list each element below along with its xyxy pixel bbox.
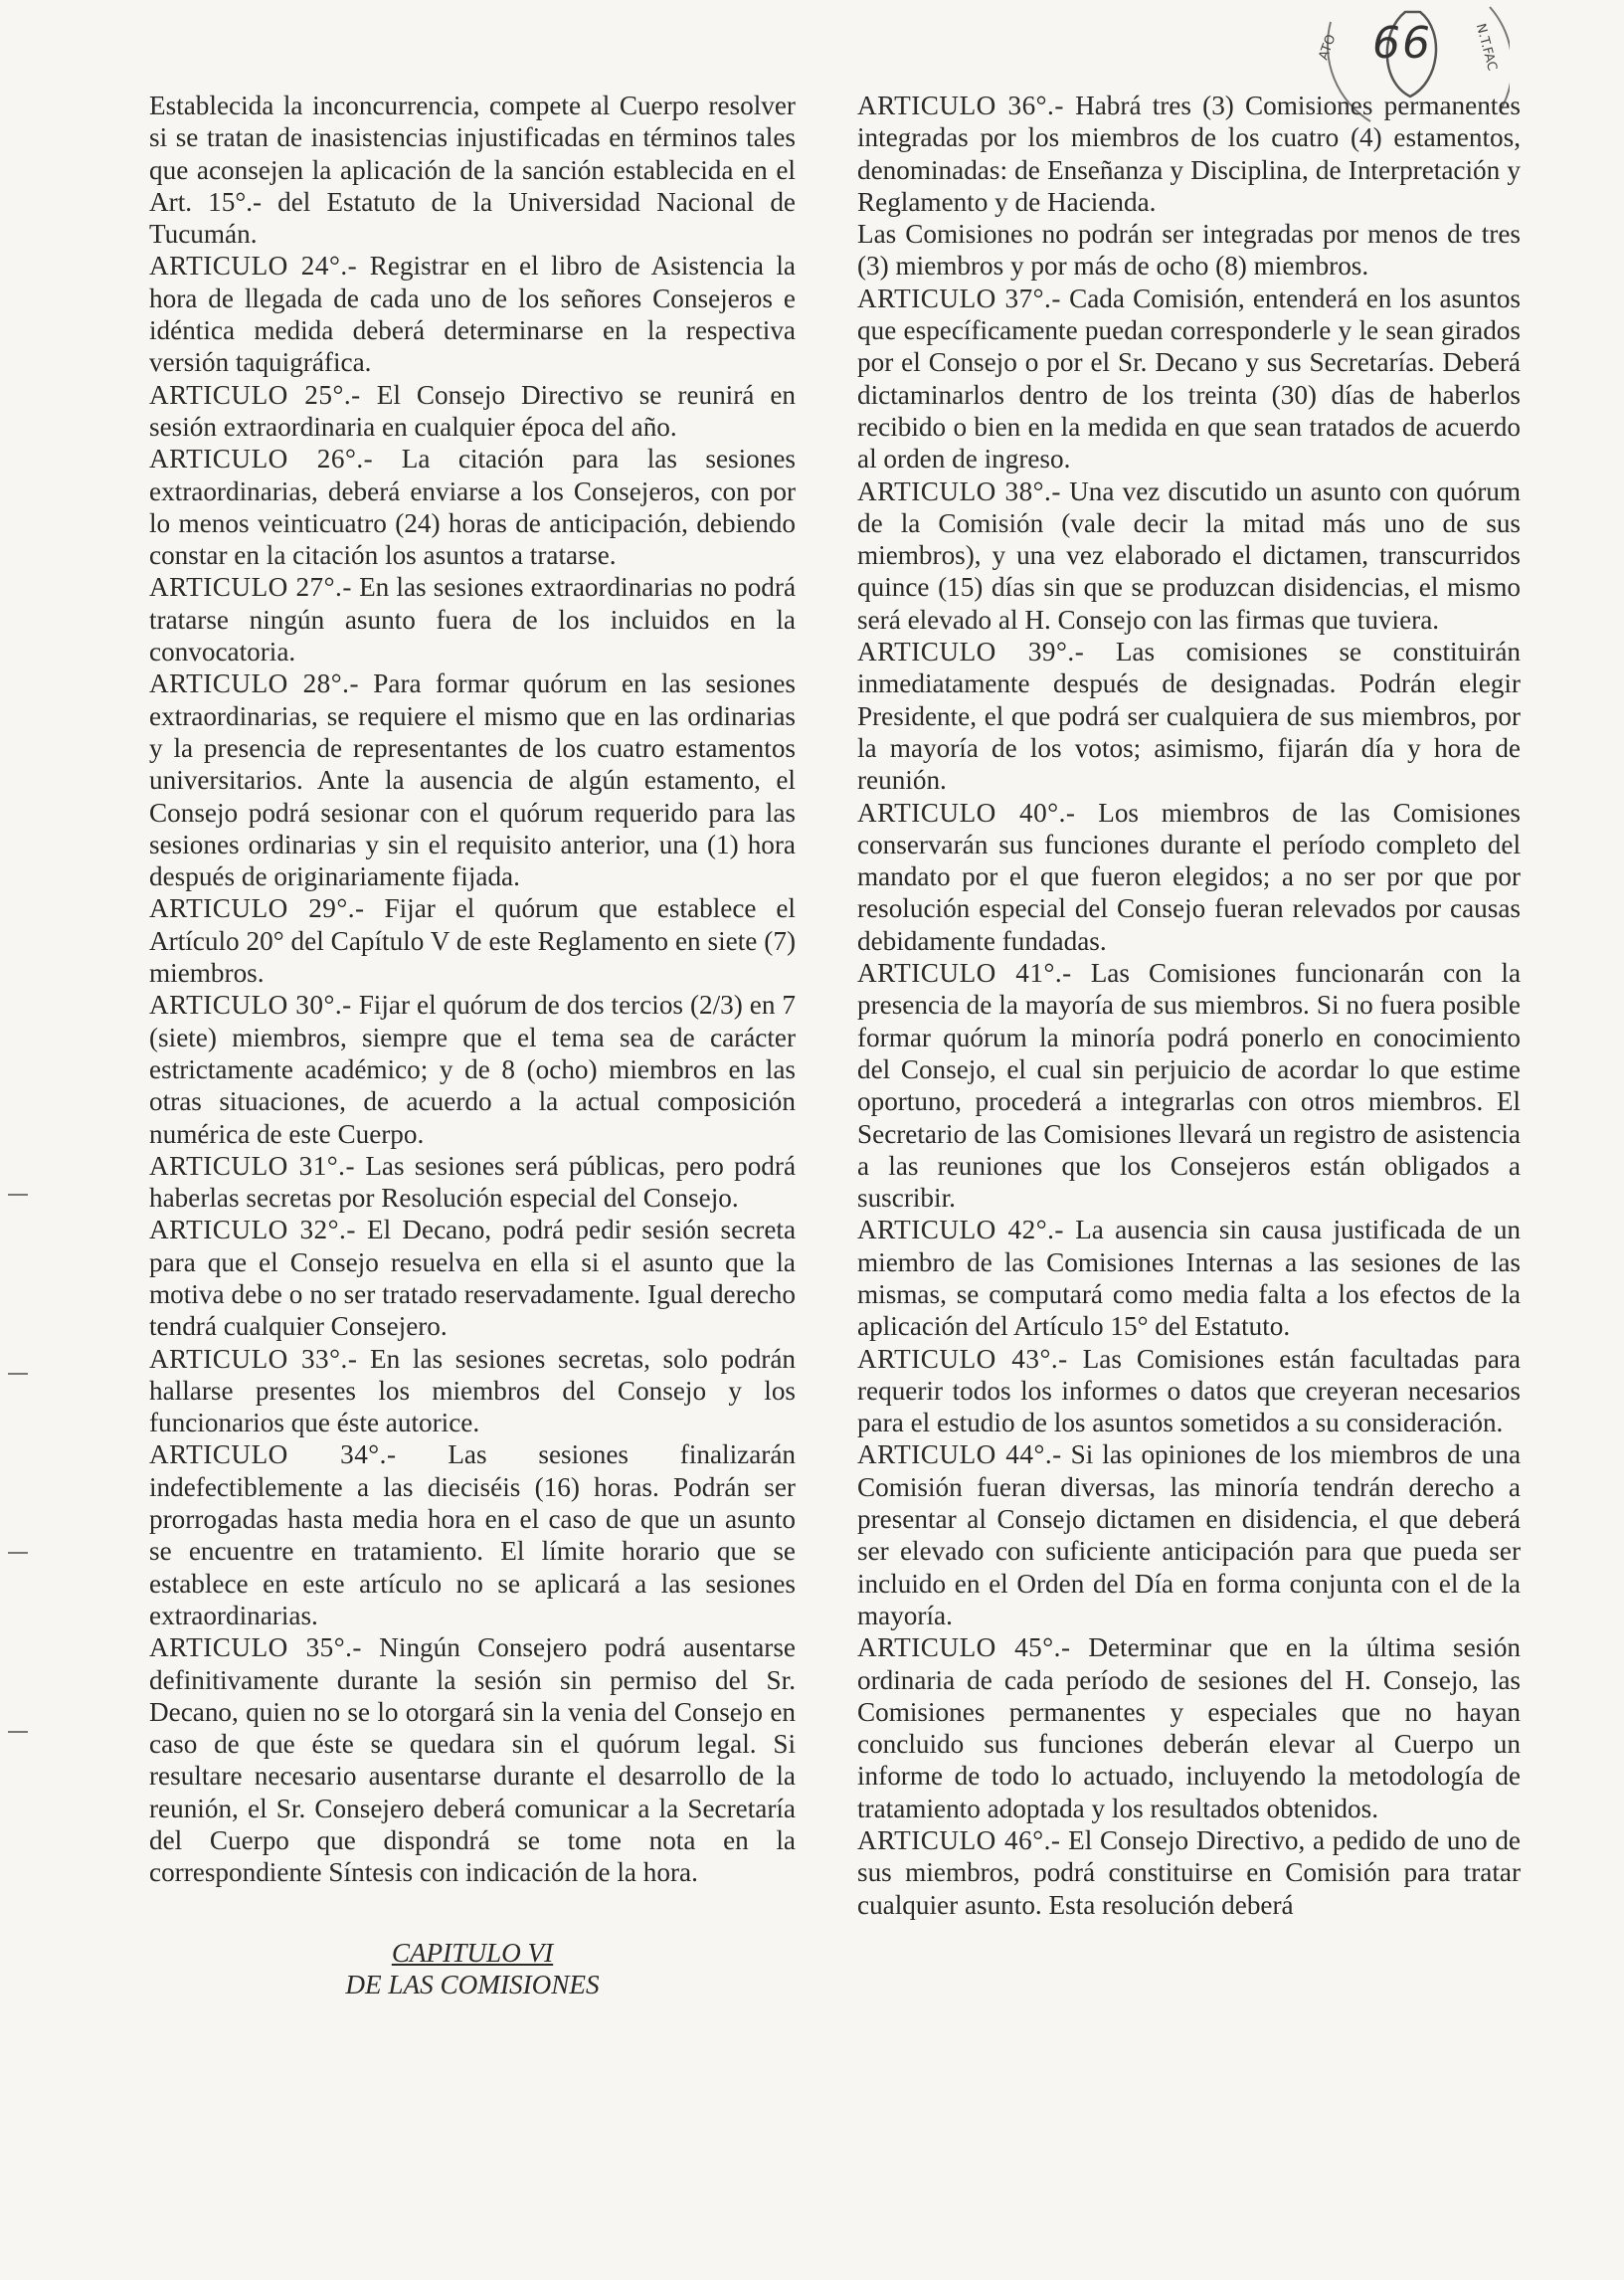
article-paragraph [149,1343,796,1439]
article-paragraph [857,1343,1521,1439]
article-paragraph [149,379,796,444]
article-body: Las Comisiones funcionarán con la presencia de la mayoría de sus miembros. Si no fuera posible formar quórum la minoría podrá ponerlo en conocimiento del Consejo, el cual sin perjuicio de acordar lo que estime oportuno, procederá a integrarlas con otros miembros. El Secretario de las Comisiones llevará un registro de asistencia a las reuniones que los Consejeros están obligados a suscribir. [857,958,1522,1214]
article-paragraph [857,1438,1521,1631]
chapter-number: CAPITULO VI [391,1937,554,1968]
margin-mark [8,1731,28,1733]
article-heading: ARTICULO 45°.- [857,1632,1071,1663]
article-paragraph [857,475,1521,636]
article-paragraph [857,1824,1521,1921]
article-paragraph [149,571,796,667]
article-paragraph [149,989,796,1149]
article-body: Registrar en el libro de Asistencia la hora de llegada de cada uno de los señores Consejeros e idéntica medida deberá determinarse en la respectiva versión taquigráfica. [149,251,797,378]
article-heading: ARTICULO 25°.- [149,379,361,410]
article-heading: ARTICULO 33°.- [149,1343,358,1374]
article-heading: ARTICULO 37°.- [857,283,1061,313]
article-heading: ARTICULO 46°.- [857,1825,1061,1856]
article-paragraph [149,1631,796,1888]
article-paragraph [857,636,1521,796]
margin-mark [8,1552,28,1554]
article-heading: ARTICULO 30°.- [149,990,352,1021]
article-heading: ARTICULO 38°.- [857,475,1061,506]
article-body: La citación para las sesiones extraordinarias, deberá enviarse a los Consejeros, con por lo menos veinticuatro (24) horas de anticipación, debiendo constar en la citación los asuntos a tratarse. [149,444,797,571]
article-paragraph [149,1150,796,1215]
article-paragraph [857,1214,1521,1342]
article-body: En las sesiones secretas, solo podrán hallarse presentes los miembros del Consejo y los funcionarios que éste autorice. [149,1343,797,1438]
right-articles [857,90,1521,1921]
article-body: La ausencia sin causa justificada de un miembro de las Comisiones Internas a las sesiones de las mismas, se computará como media falta a los efectos de la aplicación del Artículo 15° del Estatuto. [857,1215,1522,1342]
article-paragraph [149,892,796,989]
article-body: Habrá tres (3) Comisiones permanentes integradas por los miembros de los cuatro (4) estamentos, denominadas: de Enseñanza y Disciplina, de Interpretación y Reglamento y de Hacienda. [857,91,1521,217]
article-heading: ARTICULO 36°.- [857,91,1064,120]
article-paragraph [857,1631,1521,1824]
article-body: El Decano, podrá pedir sesión secreta para que el Consejo resuelva en ella si el asunto que la motiva debe o no ser tratado reservadamente. Igual derecho tendrá cualquier Consejero. [149,1215,797,1342]
article-paragraph [149,667,796,892]
article-body: Los miembros de las Comisiones conservarán sus funciones durante el período completo del mandato por el que fueron elegidos; a no ser por que por resolución especial del Consejo fueran relevados por causas debidamente fundadas. [857,797,1521,956]
article-body: Las sesiones finalizarán indefectiblemente a las dieciséis (16) horas. Podrán ser prorrogadas hasta media hora en el caso de que un asunto se encuentre en tratamiento. El límite horario que se establece en este artículo no se aplicará a las sesiones extraordinarias. [149,1439,796,1630]
article-heading: ARTICULO 26°.- [149,444,374,475]
article-heading: ARTICULO 40°.- [857,797,1076,828]
article-heading: ARTICULO 32°.- [149,1215,356,1245]
article-paragraph [857,90,1521,218]
article-body: Las sesiones será públicas, pero podrá haberlas secretas por Resolución especial del Consejo. [149,1150,797,1214]
article-paragraph [857,283,1521,475]
article-heading: ARTICULO 27°.- [149,572,352,603]
article-heading: ARTICULO 29°.- [149,893,365,924]
article-body: El Consejo Directivo se reunirá en sesión extraordinaria en cualquier época del año. [149,379,797,442]
article-heading: ARTICULO 41°.- [857,958,1072,989]
article-paragraph [149,1214,796,1342]
right-column [857,90,1521,1921]
article-paragraph [149,1438,796,1631]
article-body: En las sesiones extraordinarias no podrá tratarse ningún asunto fuera de los incluidos en la convocatoria. [149,572,797,667]
left-column [149,90,796,2000]
article-paragraph [149,90,796,250]
article-body: Ningún Consejero podrá ausentarse definitivamente durante la sesión sin permiso del Sr. Decano, quien no se lo otorgará sin la venia del Consejo en caso de que éste se quedara sin el quórum legal. Si resultare necesario ausentarse durante el desarrollo de la reunión, el Sr. Consejero deberá comunicar a la Secretaría del Cuerpo que dispondrá se tome nota en la correspondiente Síntesis con indicación de la hora. [149,1632,796,1888]
page-number: 66 [1372,18,1432,69]
chapter-heading [149,1937,796,2000]
article-body: Una vez discutido un asunto con quórum de la Comisión (vale decir la mitad más uno de sus miembros), y una vez elaborado el dictamen, transcurridos quince (15) días sin que se produzcan disidencias, el mismo será elevado al H. Consejo con las firmas que tuviera. [857,475,1522,635]
article-heading: ARTICULO 35°.- [149,1632,362,1663]
article-heading: ARTICULO 24°.- [149,251,358,282]
article-heading: ARTICULO 31°.- [149,1150,356,1181]
stamp-text-right: N.T.FAC [1472,22,1500,73]
article-heading: ARTICULO 34°.- [149,1439,397,1470]
left-articles [149,90,796,1889]
stamp-text-left: ATO [1316,32,1340,63]
article-paragraph [149,443,796,571]
article-heading: ARTICULO 39°.- [857,637,1085,667]
article-heading: ARTICULO 42°.- [857,1215,1064,1245]
article-body: Fijar el quórum de dos tercios (2/3) en 7 (siete) miembros, siempre que el tema sea de carácter estrictamente académico; y de 8 (ocho) miembros en las otras situaciones, de acuerdo a la actual composición numérica de este Cuerpo. [149,990,797,1149]
article-body: Las Comisiones están facultadas para requerir todos los informes o datos que creyeran necesarios para el estudio de los asuntos sometidos a su consideración. [857,1343,1522,1438]
article-body: Las Comisiones no podrán ser integradas por menos de tres (3) miembros y por más de ocho (8) miembros. [857,219,1521,282]
article-paragraph [857,218,1521,283]
article-heading: ARTICULO 44°.- [857,1439,1062,1470]
article-paragraph [857,797,1521,957]
article-body: Fijar el quórum que establece el Artículo 20° del Capítulo V de este Reglamento en siete (7) miembros. [149,893,796,989]
article-heading: ARTICULO 28°.- [149,668,359,699]
article-paragraph [149,250,796,378]
article-heading: ARTICULO 43°.- [857,1343,1068,1374]
article-body: El Consejo Directivo, a pedido de uno de sus miembros, podrá constituirse en Comisión para tratar cualquier asunto. Esta resolución deberá [857,1825,1521,1920]
article-body: Para formar quórum en las sesiones extraordinarias, se requiere el mismo que en las ordinarias y la presencia de representantes de los cuatro estamentos universitarios. Ante la ausencia de algún estamento, el Consejo podrá sesionar con el quórum requerido para las sesiones ordinarias y sin el requisito anterior, una (1) hora después de originariamente fijada. [149,668,796,892]
article-body: Si las opiniones de los miembros de una Comisión fueran diversas, las minoría tendrán derecho a presentar al Consejo dictamen en disidencia, el que deberá ser elevado con suficiente anticipación para que pueda ser incluido en el Orden del Día en forma conjunta con el de la mayoría. [857,1439,1522,1630]
article-body: Establecida la inconcurrencia, compete al Cuerpo resolver si se tratan de inasistencias injustificadas en términos tales que aconsejen la aplicación de la sanción establecida en el Art. 15°.- del Estatuto de la Universidad Nacional de Tucumán. [149,91,796,250]
article-body: Cada Comisión, entenderá en los asuntos que específicamente puedan corresponderle y le sean girados por el Consejo o por el Sr. Decano y sus Secretarías. Deberá dictaminarlos dentro de los treinta (30) días de haberlos recibido o bien en la medida en que sean tratados de acuerdo al orden de ingreso. [857,283,1522,475]
article-body: Las comisiones se constituirán inmediatamente después de designadas. Podrán elegir Presidente, el que podrá ser cualquiera de sus miembros, por la mayoría de los votos; asimismo, fijarán día y hora de reunión. [857,637,1522,796]
article-body: Determinar que en la última sesión ordinaria de cada período de sesiones del H. Consejo, las Comisiones permanentes y especiales que no hayan concluido sus funciones deberán elevar al Cuerpo un informe de todo lo actuado, incluyendo la metodología de tratamiento adoptada y los resultados obtenidos. [857,1632,1522,1823]
article-paragraph [857,957,1521,1214]
chapter-title: DE LAS COMISIONES [345,1969,600,1999]
margin-mark [8,1194,28,1196]
margin-mark [8,1373,28,1375]
